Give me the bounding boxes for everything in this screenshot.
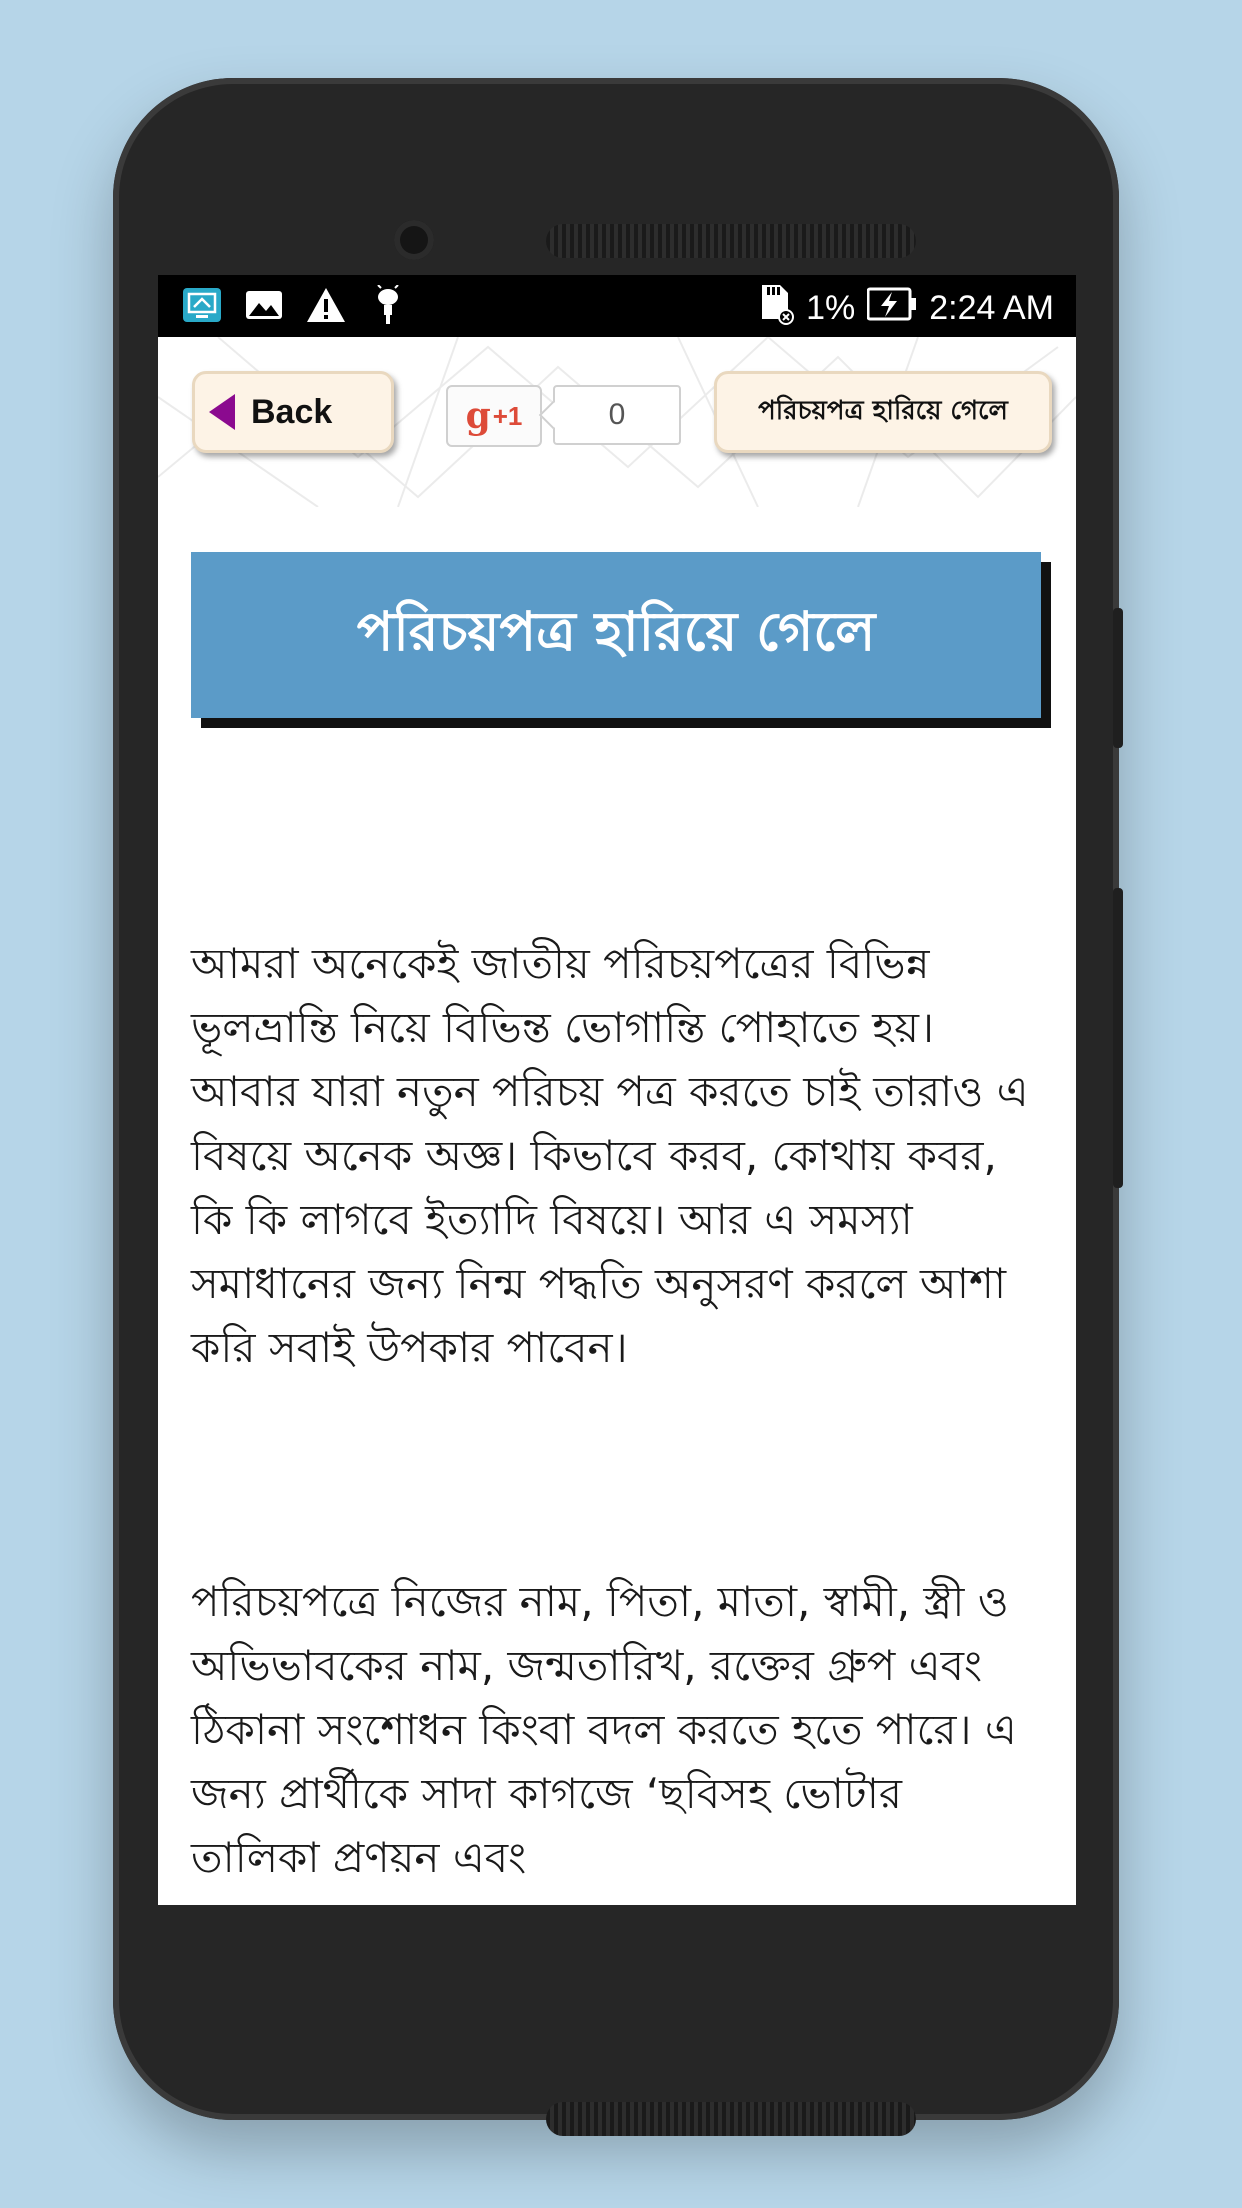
bottom-speaker — [546, 2102, 916, 2136]
power-button — [1113, 608, 1123, 748]
google-plus-one-button[interactable] — [446, 385, 542, 447]
app-content[interactable] — [158, 337, 1076, 1905]
article-heading: পরিচয়পত্র হারিয়ে গেলে — [356, 600, 876, 663]
battery-level: 1% — [806, 289, 856, 327]
phone-screen — [158, 275, 1076, 1905]
topic-button[interactable]: পরিচয়পত্র হারিয়ে গেলে — [714, 371, 1052, 453]
front-camera — [394, 220, 434, 260]
article-heading-box — [191, 552, 1041, 718]
warning-icon — [306, 285, 346, 325]
article-paragraph-2: পরিচয়পত্রে নিজের নাম, পিতা, মাতা, স্বামী, স্ত্রী ও অভিভাবকের নাম, জন্মতারিখ, রক্তের গ্রুপ এবং ঠিকানা সংশোধন কিংবা বদল করতে হতে পারে। এ জন্য প্রার্থীকে সাদা কাগজে ‘ছবিসহ ভোটার তালিকা প্রণয়ন এবং — [191, 1577, 1017, 1882]
plus-one-count: 0 — [553, 385, 681, 445]
screencast-icon — [182, 285, 222, 325]
status-bar — [158, 275, 1076, 337]
back-button[interactable] — [192, 371, 394, 453]
toolbar — [158, 337, 1076, 507]
article-paragraph-1: আমরা অনেকেই জাতীয় পরিচয়পত্রের বিভিন্ন ভূলভ্রান্তি নিয়ে বিভিন্ত ভোগান্তি পোহাতে হয়। আবার যারা নতুন পরিচয় পত্র করতে চাই তারাও এ বিষয়ে অনেক অজ্ঞ। কিভাবে করব, কোথায় কবর, কি কি লাগবে ইত্যাদি বিষয়ে। আর এ সমস্যা সমাধানের জন্য নিন্ম পদ্ধতি অনুসরণ করলে আশা করি সবাই উপকার পাবেন। — [191, 939, 1029, 1372]
android-debug-icon — [368, 285, 408, 325]
sd-card-icon — [758, 283, 794, 334]
image-icon — [244, 285, 284, 325]
clock: 2:24 AM — [929, 289, 1054, 327]
plus-one-label: +1 — [492, 400, 523, 431]
battery-charging-icon — [867, 286, 917, 331]
back-button-label: Back — [251, 392, 333, 431]
back-arrow-icon — [209, 394, 235, 430]
earpiece-speaker — [546, 224, 916, 258]
volume-button — [1113, 888, 1123, 1188]
google-plus-icon: g — [465, 395, 491, 437]
